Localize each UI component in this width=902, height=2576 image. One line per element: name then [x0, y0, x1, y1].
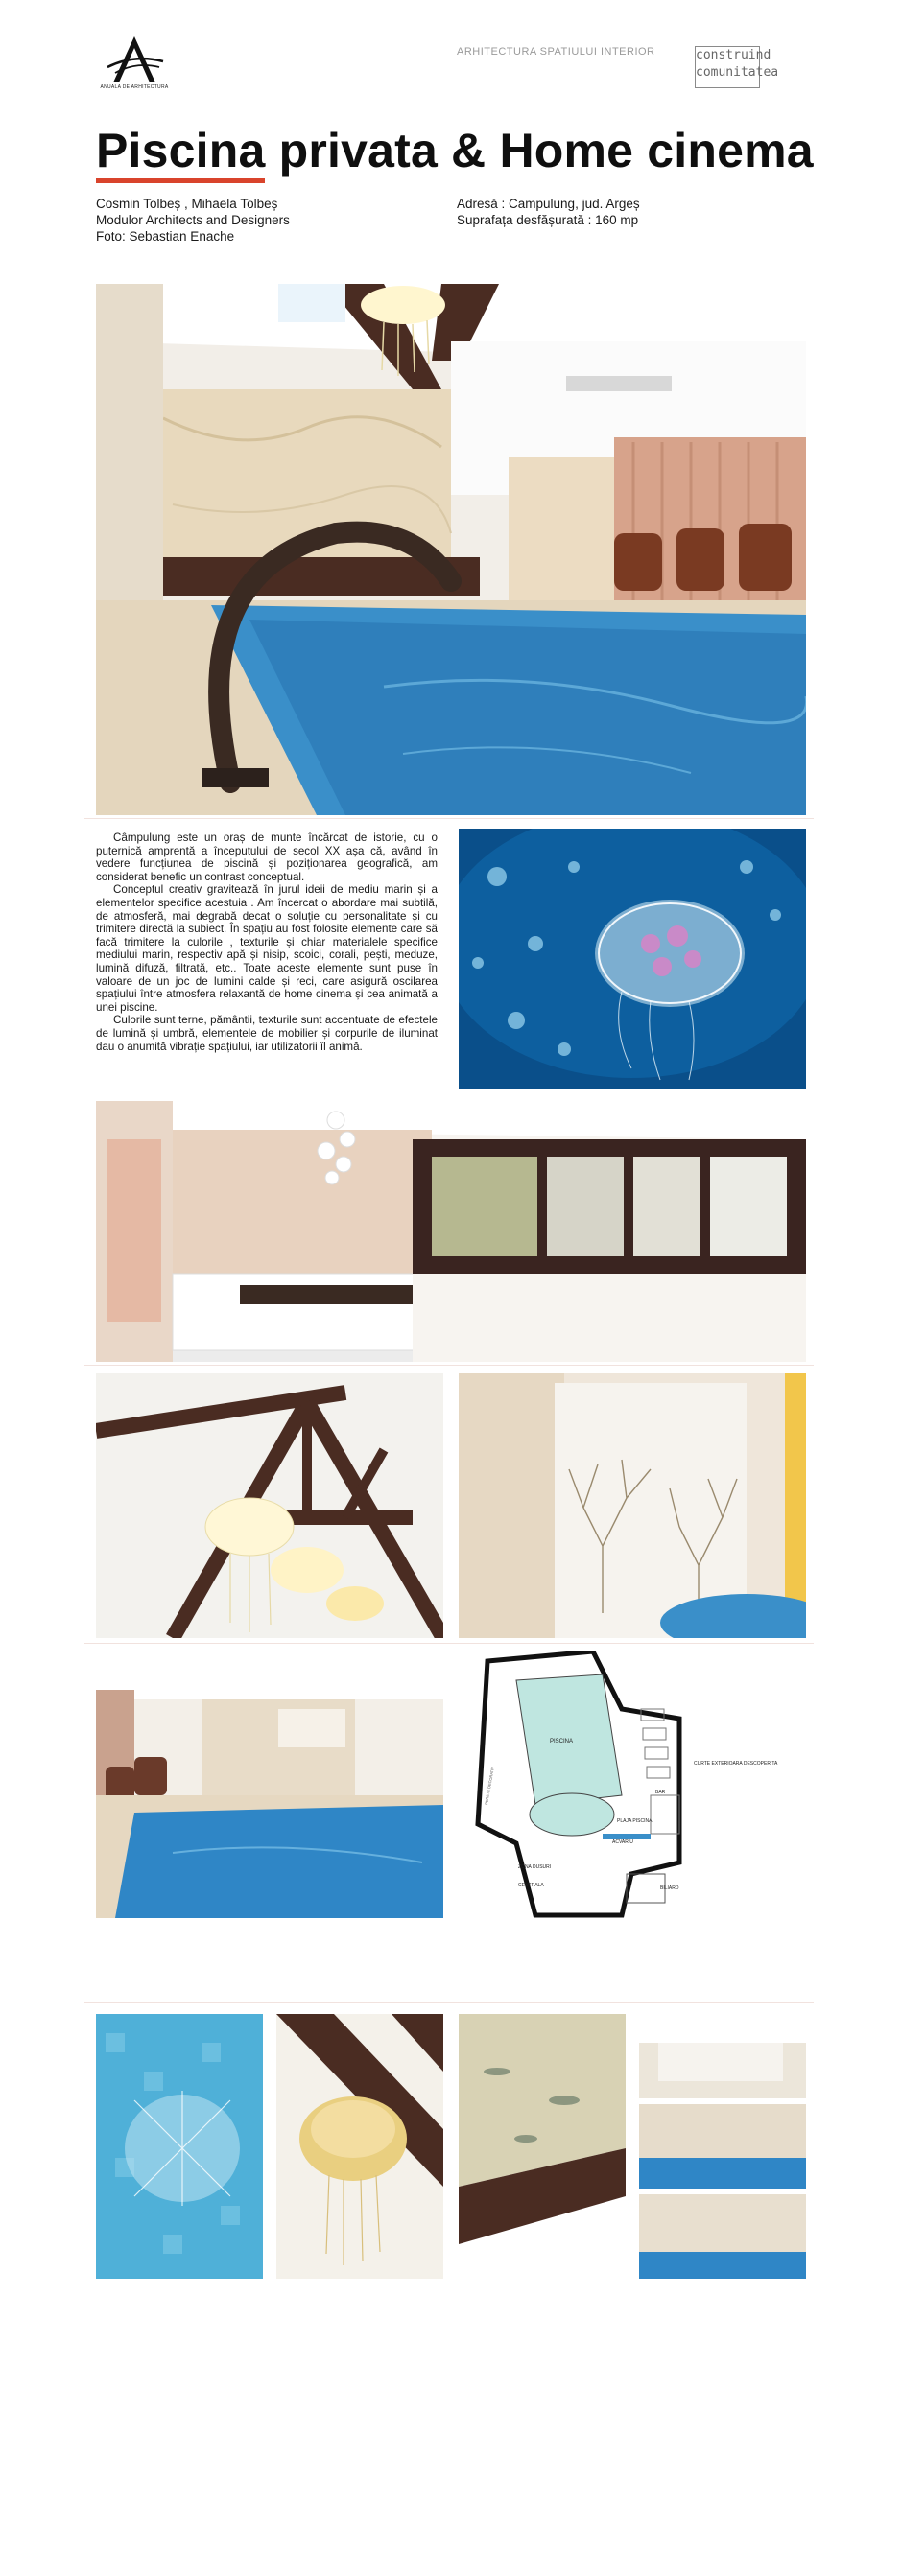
meta-area: Suprafața desfășurată : 160 mp [457, 213, 639, 227]
plan-label-beach: PLAJA PISCINA [617, 1818, 653, 1824]
page-divider [84, 1365, 814, 1366]
bar-aquarium-photo [96, 1101, 806, 1362]
plan-label-pool: PISCINA [550, 1739, 574, 1745]
credit-photo: Foto: Sebastian Enache [96, 229, 235, 244]
pool-cinema-photo [96, 1651, 443, 1918]
logo-caption: ANUALA DE ARHITECTURA [100, 84, 169, 90]
truss-lamps-photo [96, 1373, 443, 1638]
plan-label-terrace: CURTE EXTERIOARA DESCOPERITA [694, 1761, 778, 1767]
section-category: ARHITECTURA SPATIULUI INTERIOR [457, 46, 655, 58]
page-divider [84, 818, 814, 819]
page-divider [84, 2002, 814, 2003]
article-body [96, 831, 438, 1053]
article-title: Piscina privata & Home cinema [96, 124, 814, 177]
construind-comunitatea-badge [695, 46, 779, 88]
plan-label-boiler: CENTRALA [518, 1883, 544, 1888]
page-divider [84, 1643, 814, 1644]
anuala-logo [96, 33, 173, 92]
pool-mosaic-photo [96, 2014, 263, 2279]
aquarium-closeup-photo [459, 2014, 626, 2279]
title-underline [96, 178, 265, 183]
paragraph-1: Câmpulung este un oraș de munte încărcat de istorie, cu o puternică amprentă a începutului de secol XX așa că, având în vedere funcțiunea de piscină și poziționarea geografică, am considerat benefic un contrast conceptual. [96, 831, 438, 883]
badge-line-1: construind [696, 48, 771, 62]
coral-screen-photo [459, 1373, 806, 1638]
jellyfish-photo [459, 829, 806, 1089]
hero-pool-photo [96, 284, 806, 815]
plan-label-shower: ZONA DUSURI [518, 1864, 552, 1870]
project-meta [457, 196, 640, 228]
cinema-views-stack [639, 2014, 806, 2279]
badge-line-2: comunitatea [696, 65, 779, 80]
credits-block [96, 196, 290, 245]
plan-label-billiard: BILIARD [660, 1885, 679, 1891]
credit-authors: Cosmin Tolbeș , Mihaela Tolbeș [96, 197, 278, 211]
meta-address: Adresă : Campulung, jud. Argeș [457, 197, 640, 211]
credit-studio: Modulor Architects and Designers [96, 213, 290, 227]
paragraph-3: Culorile sunt terne, pământii, texturile sunt accentuate de efectele de lumină și umbră, elementele de mobilier și corpurile de iluminat dau o anumită vibrație spațiului, iar utilizatorii îl animă. [96, 1014, 438, 1053]
plan-label-bar: BAR [655, 1790, 666, 1795]
plan-label-aquarium: ACVARIU [612, 1839, 633, 1845]
jellyfish-lamp-photo [276, 2014, 443, 2279]
floor-plan [459, 1651, 806, 1918]
paragraph-2: Conceptul creativ gravitează în jurul ideii de mediu marin și a elementelor specifice acestuia . Am încercat o abordare mai subtilă, de atmosferă, mai degrabă decat o soluție cu personalitate și cu trimitere directă la subiect. În spațiu au fost folosite elemente care să facă trimitere la culorile , texturile și chiar materialele specifice mediului marin, respectiv apă și nisip, scoici, corali, pești, meduze, lumină difuză, filtrată, etc.. Toate aceste elemente sunt puse în valoare de un joc de lumini calde și reci, care asigură oscilarea spațiului între atmosfera relaxantă de home cinema și cea animată a unei piscine. [96, 883, 438, 1014]
plan-label-side: PERETE DECORATIV [484, 1766, 495, 1806]
